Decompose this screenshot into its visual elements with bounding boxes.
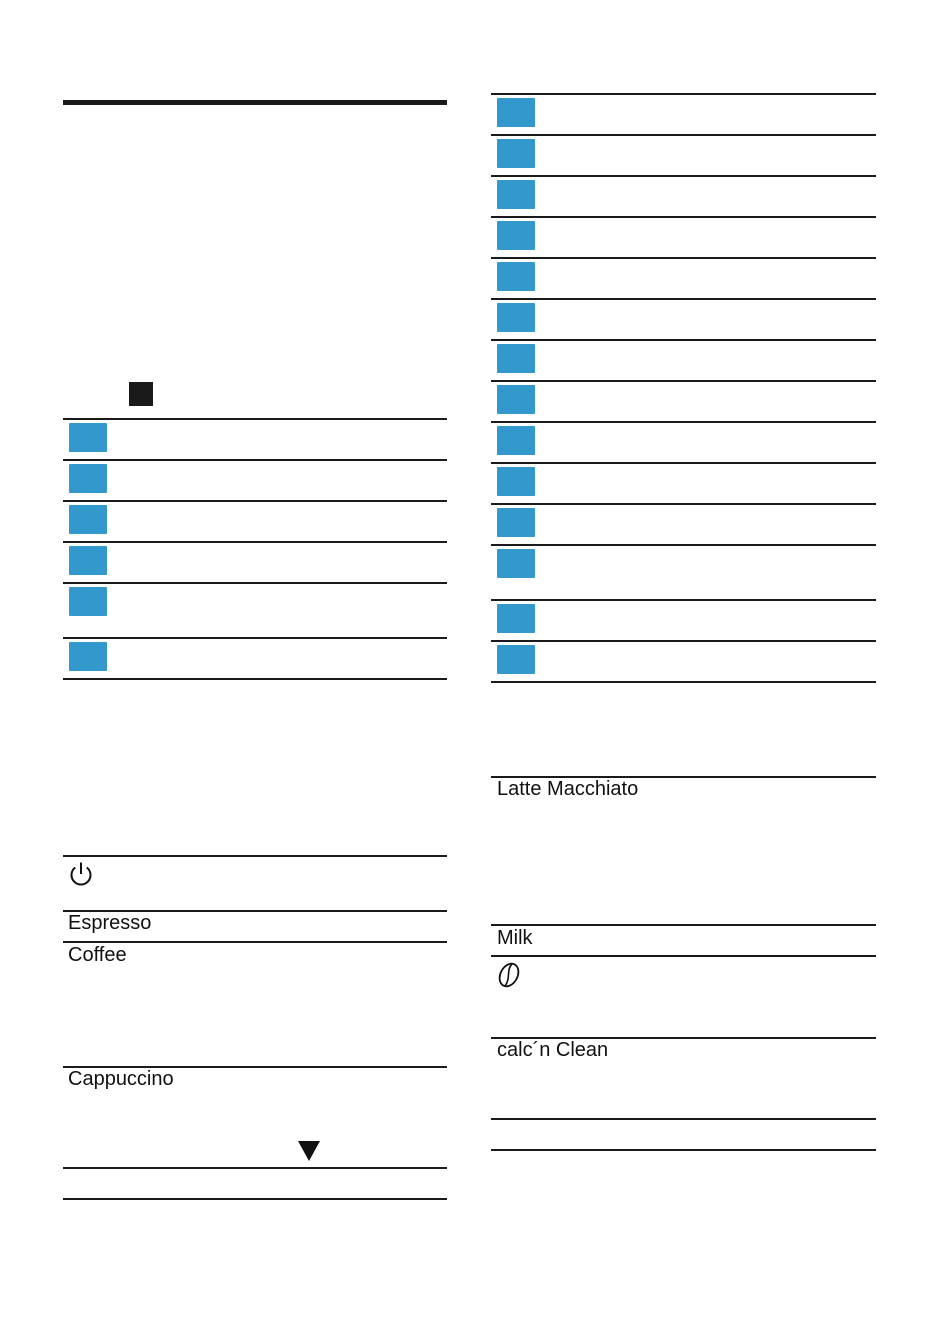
down-triangle-icon <box>297 1140 321 1162</box>
blue-badge <box>69 464 107 493</box>
table-rule <box>491 955 876 957</box>
blue-badge <box>497 303 535 332</box>
blue-badge <box>497 180 535 209</box>
table-rule <box>491 216 876 218</box>
table-rule <box>491 1149 876 1151</box>
table-rule <box>63 1167 447 1169</box>
blue-badge <box>69 642 107 671</box>
table-rule <box>491 640 876 642</box>
coffee-label: Coffee <box>68 944 127 966</box>
table-rule <box>491 503 876 505</box>
power-icon <box>67 860 95 888</box>
table-rule <box>63 418 447 420</box>
section-heading-rule <box>63 100 447 105</box>
blue-badge <box>497 221 535 250</box>
blue-badge <box>497 508 535 537</box>
table-rule <box>63 459 447 461</box>
table-rule <box>491 339 876 341</box>
table-rule <box>63 541 447 543</box>
table-rule <box>491 681 876 683</box>
table-rule <box>491 599 876 601</box>
blue-badge <box>497 262 535 291</box>
calc-n-clean-label: calc´n Clean <box>497 1039 609 1061</box>
coffee-bean-icon <box>496 960 522 990</box>
blue-badge <box>69 423 107 452</box>
table-rule <box>491 298 876 300</box>
table-rule <box>491 257 876 259</box>
blue-badge <box>497 549 535 578</box>
blue-badge <box>69 587 107 616</box>
table-rule <box>63 582 447 584</box>
espresso-label: Espresso <box>68 912 152 934</box>
blue-badge <box>497 604 535 633</box>
latte-macchiato-label: Latte Macchiato <box>497 778 639 800</box>
table-rule <box>63 637 447 639</box>
table-rule <box>491 544 876 546</box>
table-rule <box>491 93 876 95</box>
table-rule <box>63 855 447 857</box>
milk-label: Milk <box>497 927 533 949</box>
blue-badge <box>69 546 107 575</box>
table-rule <box>63 500 447 502</box>
blue-badge <box>69 505 107 534</box>
table-rule <box>63 678 447 680</box>
table-rule <box>491 134 876 136</box>
table-rule <box>63 941 447 943</box>
table-rule <box>491 380 876 382</box>
blue-badge <box>497 98 535 127</box>
table-rule <box>63 1198 447 1200</box>
blue-badge <box>497 426 535 455</box>
stop-square-icon <box>129 382 153 406</box>
blue-badge <box>497 467 535 496</box>
table-rule <box>491 462 876 464</box>
blue-badge <box>497 344 535 373</box>
table-rule <box>491 421 876 423</box>
blue-badge <box>497 645 535 674</box>
table-rule <box>491 175 876 177</box>
blue-badge <box>497 385 535 414</box>
table-rule <box>491 1118 876 1120</box>
blue-badge <box>497 139 535 168</box>
table-rule <box>491 924 876 926</box>
cappuccino-label: Cappuccino <box>68 1068 174 1090</box>
